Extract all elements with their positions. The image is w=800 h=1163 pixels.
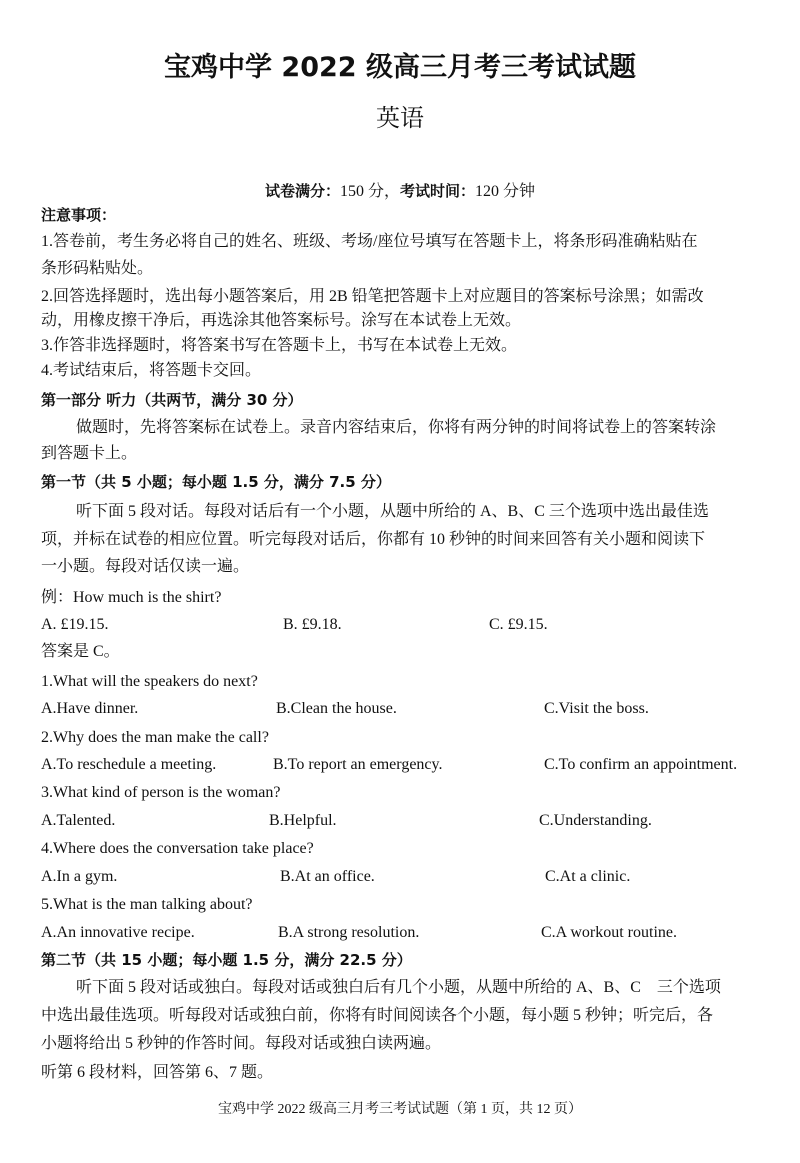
option: C.A workout routine. bbox=[541, 924, 677, 941]
part1-intro: 做题时，先将答案标在试卷上。录音内容结束后，你将有两分钟的时间将试卷上的答案转涂 bbox=[76, 419, 717, 436]
part1-heading: 第一部分 听力（共两节，满分 30 分） bbox=[41, 391, 303, 409]
option: B.Clean the house. bbox=[276, 700, 397, 717]
section2-intro: 听下面 5 段对话或独白。每段对话或独白后有几个小题，从题中所给的 A、B、C 三个选项 bbox=[76, 979, 721, 996]
section2-instruction: 听第 6 段材料，回答第 6、7 题。 bbox=[41, 1064, 274, 1081]
exam-title: 宝鸡中学 2022 级高三月考三考试试题 bbox=[164, 52, 636, 83]
example-option: C. £9.15. bbox=[489, 616, 548, 633]
example-option: B. £9.18. bbox=[283, 616, 342, 633]
section1-intro: 项，并标在试卷的相应位置。听完每段对话后，你都有 10 秒钟的时间来回答有关小题和阅读下 bbox=[41, 531, 706, 548]
option: A.Talented. bbox=[41, 812, 116, 829]
option: A.An innovative recipe. bbox=[41, 924, 195, 941]
notice-heading: 注意事项： bbox=[41, 206, 117, 224]
notice-line: 条形码粘贴处。 bbox=[41, 260, 154, 277]
option: C.Visit the boss. bbox=[544, 700, 649, 717]
example-option: A. £19.15. bbox=[41, 616, 109, 633]
score-time-line: 试卷满分：150 分，考试时间：120 分钟 bbox=[264, 182, 536, 200]
notice-line: 3.作答非选择题时，将答案书写在答题卡上，书写在本试卷上无效。 bbox=[41, 337, 518, 354]
section1-heading: 第一节（共 5 小题；每小题 1.5 分，满分 7.5 分） bbox=[41, 473, 391, 491]
question: 1.What will the speakers do next? bbox=[41, 673, 258, 690]
option: C.At a clinic. bbox=[545, 868, 631, 885]
notice-line: 1.答卷前，考生务必将自己的姓名、班级、考场/座位号填写在答题卡上，将条形码准确粘贴在 bbox=[41, 233, 698, 250]
notice-line: 2.回答选择题时，选出每小题答案后，用 2B 铅笔把答题卡上对应题目的答案标号涂黑；如需改 bbox=[41, 288, 704, 305]
option: C.Understanding. bbox=[539, 812, 652, 829]
option: A.In a gym. bbox=[41, 868, 118, 885]
example-answer: 答案是 C。 bbox=[41, 643, 120, 660]
question: 5.What is the man talking about? bbox=[41, 896, 253, 913]
notice-line: 动，用橡皮擦干净后，再选涂其他答案标号。涂写在本试卷上无效。 bbox=[41, 312, 522, 329]
notice-line: 4.考试结束后，将答题卡交回。 bbox=[41, 362, 262, 379]
question: 3.What kind of person is the woman? bbox=[41, 784, 281, 801]
section1-intro: 一小题。每段对话仅读一遍。 bbox=[41, 558, 250, 575]
question: 4.Where does the conversation take place? bbox=[41, 840, 314, 857]
question: 2.Why does the man make the call? bbox=[41, 729, 269, 746]
section2-heading: 第二节（共 15 小题；每小题 1.5 分，满分 22.5 分） bbox=[41, 951, 412, 969]
option: C.To confirm an appointment. bbox=[544, 756, 738, 773]
example-question: 例：How much is the shirt? bbox=[41, 589, 222, 606]
option: B.To report an emergency. bbox=[273, 756, 443, 773]
section1-intro: 听下面 5 段对话。每段对话后有一个小题，从题中所给的 A、B、C 三个选项中选出最佳选 bbox=[76, 503, 709, 520]
option: A.To reschedule a meeting. bbox=[41, 756, 217, 773]
option: A.Have dinner. bbox=[41, 700, 139, 717]
option: B.A strong resolution. bbox=[278, 924, 420, 941]
part1-intro: 到答题卡上。 bbox=[41, 445, 138, 462]
option: B.Helpful. bbox=[269, 812, 337, 829]
subject-title: 英语 bbox=[376, 104, 424, 132]
page-footer: 宝鸡中学 2022 级高三月考三考试试题（第 1 页，共 12 页） bbox=[218, 1102, 582, 1117]
section2-intro: 小题将给出 5 秒钟的作答时间。每段对话或独白读两遍。 bbox=[41, 1035, 442, 1052]
option: B.At an office. bbox=[280, 868, 375, 885]
section2-intro: 中选出最佳选项。听每段对话或独白前，你将有时间阅读各个小题，每小题 5 秒钟；听完后，各 bbox=[41, 1007, 714, 1024]
